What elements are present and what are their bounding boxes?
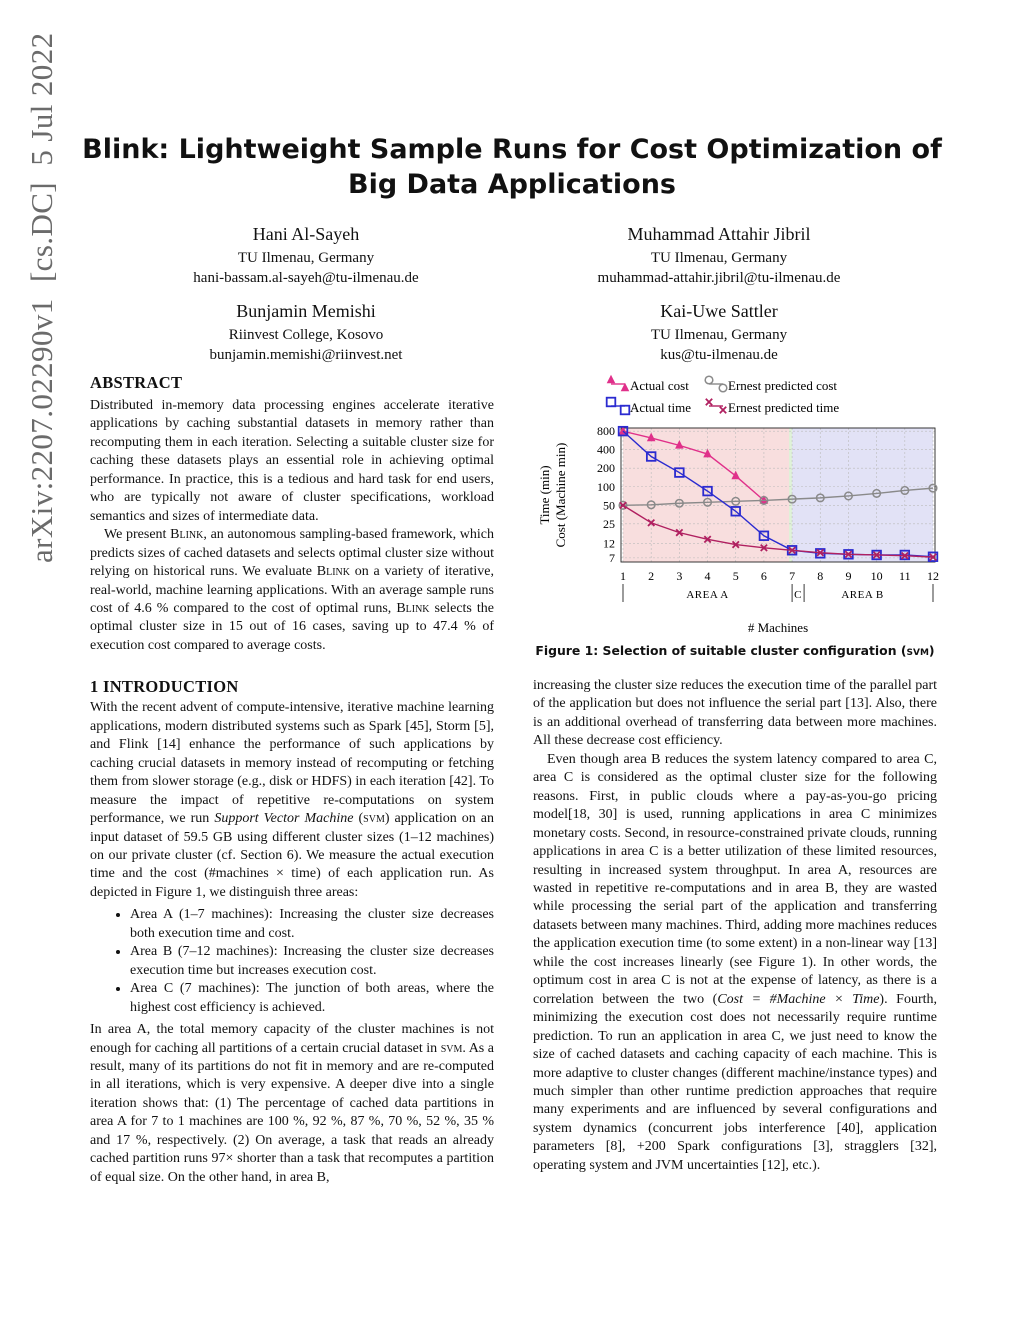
author-affiliation: TU Ilmenau, Germany (650, 250, 788, 266)
legend-marker (719, 384, 727, 392)
list-item: • Area C (7 machines): The junction of both areas, where the highest cost efficiency is achieved. (130, 980, 494, 1017)
legend-label: Ernest predicted cost (728, 378, 838, 393)
x-tick-label: 4 (704, 569, 711, 583)
y-tick-label: 100 (597, 479, 615, 494)
area-label: AREA B (841, 589, 884, 601)
abstract-heading: ABSTRACT (90, 373, 183, 392)
list-item: • Area A (1–7 machines): Increasing the cluster size decreases both execution time and cost. (130, 906, 494, 943)
x-tick-label: 9 (845, 569, 852, 583)
right-paragraph-2: Even though area B reduces the system latency compared to area C, area C is considered as the optimal cluster size for the following reasons. First, in public clouds where a pay-as-you-go pricing model[18, 30] is used, running applications in area C minimizes monetary costs. Second, in resource-constrained private clouds, running applications in area C is a better utilization of these limited resources, resulting in increased system throughput. In area A, resources are wasted in repetitive re-computations and in area B, they are wasted while processing the serial part of the application and transferring datasets between many machines. Third, adding more machines reduces the application execution time (to some extent) in a non-linear way [13] while the cost increases linearly (see Figure 1). In other words, the optimum cost in area C is not at the expense of latency, as there is a correlation between the two (Cost = #Machine × Time). Fourth, minimizing the execution cost does not necessarily require runtime prediction. To run an application in area C, we just need to know the size of cached datasets and caching capacity of each machine. This is more adaptive to cluster changes (different machine/instance types) and much simpler than other runtime prediction approaches that require many experiments and are influenced by several configurations and system dynamics (concurrent jobs interference [40], application parameters [8], +200 Spark configurations [3], stragglers [32], operating system and JVM uncertainties [12], etc.). (533, 751, 937, 1173)
author-3 (96, 299, 516, 365)
author-email: kus@tu-ilmenau.de (660, 347, 778, 363)
area-label: C (794, 589, 803, 601)
x-tick-label: 5 (732, 569, 739, 583)
author-1 (96, 222, 516, 288)
y-tick-label: 800 (597, 424, 615, 439)
right-paragraph-1: increasing the cluster size reduces the execution time of the parallel part of the application but does not influence the serial part [13]. Also, there is an additional overhead of transferring data between more machines. All these decrease cost efficiency. (533, 678, 937, 749)
abstract-paragraph-2: We present Blink, an autonomous sampling-based framework, which predicts sizes of cached datasets and selects optimal cluster size without relying on historical runs. We evaluate Blink on a variety of iterative, real-world, machine learning applications. With an average sample runs cost of 4.6 % compared to the cost of optimal runs, Blink selects the optimal cluster size in 15 out of 16 cases, saving up to 47.4 % of execution cost compared to average costs. (90, 527, 495, 653)
intro-paragraph-1: With the recent advent of compute-intensive, iterative machine learning applications, modern distributed systems such as Spark [45], Storm [5], and Flink [14] enhance the performance of such applications by caching crucial datasets in memory instead of recomputing or fetching them from slower storage (e.g., disk or HDFS) in each iteration [42]. To measure the impact of repetitive re-computations on system performance, we run Support Vector Machine (svm) application on an input dataset of 59.5 GB using different cluster sizes (1–12 machines) on our private cluster (cf. Section 6). We measure the actual execution time and the cost (#machines × time) of each application run. As depicted in Figure 1, we distinguish three areas: (90, 700, 495, 900)
abstract-paragraph-1: Distributed in-memory data processing engines accelerate iterative applications by caching substantial datasets in memory rather than recomputing them in each iteration. Selecting a suitable cluster size for caching these datasets plays an essential role in achieving optimal performance. In practice, this is a tedious and hard task for end users, who are typically not aware of cluster specifications, workload semantics and sizes of intermediate data. (90, 398, 494, 524)
author-affiliation: TU Ilmenau, Germany (650, 327, 788, 343)
author-name: Kai-Uwe Sattler (660, 301, 778, 321)
author-email: bunjamin.memishi@riinvest.net (209, 347, 403, 363)
legend-marker (607, 375, 616, 384)
x-tick-label: 6 (760, 569, 767, 583)
x-tick-label: 11 (899, 569, 911, 583)
list-item: • Area B (7–12 machines): Increasing the cluster size decreases execution time but increases execution cost. (130, 943, 494, 980)
legend-marker (621, 406, 630, 415)
paper-title: Blink: Lightweight Sample Runs for Cost Optimization of Big Data Applications (82, 134, 942, 200)
y-tick-label: 12 (603, 536, 615, 551)
x-tick-label: 12 (927, 569, 939, 583)
blink-name: Blink (170, 527, 204, 543)
y-tick-label: 200 (597, 461, 615, 476)
intro-heading: 1 INTRODUCTION (90, 677, 239, 697)
author-2 (509, 222, 929, 288)
intro-paragraph-2: In area A, the total memory capacity of the cluster machines is not enough for caching all partitions of a certain crucial dataset in svm. As a result, many of its partitions do not fit in memory and are re-computed in all iterations, which is very expensive. A deeper dive into a single iteration shows that: (1) The percentage of cached data partitions in area A for 7 to 1 machines are 100 %, 92 %, 87 %, 70 %, 52 %, 35 % and 17 %, respectively. (2) On average, a task that reads an already cached partition runs 97× shorter than a task that recomputes a partition of equal size. On the other hand, in area B, (90, 1022, 495, 1185)
y-axis-label: Time (min) (537, 465, 552, 525)
author-4 (509, 299, 929, 365)
blink-name: Blink (316, 564, 350, 580)
author-email: hani-bassam.al-sayeh@tu-ilmenau.de (193, 270, 419, 286)
y-tick-label: 7 (609, 550, 615, 565)
left-column (90, 373, 494, 1187)
x-tick-label: 1 (620, 569, 626, 583)
author-affiliation: TU Ilmenau, Germany (237, 250, 375, 266)
area-label: AREA A (686, 589, 729, 601)
x-tick-label: 2 (648, 569, 655, 583)
x-tick-label: 7 (789, 569, 796, 583)
arxiv-id: arXiv:2207.02290v1 [cs.DC] 5 Jul 2022 (24, 32, 59, 563)
author-affiliation: Riinvest College, Kosovo (228, 327, 384, 343)
legend-label: Actual cost (630, 378, 689, 393)
legend-marker (607, 398, 616, 407)
y-tick-label: 400 (597, 442, 615, 457)
x-tick-label: 8 (817, 569, 824, 583)
cost-time-chart (533, 370, 943, 670)
figure-caption: Figure 1: Selection of suitable cluster configuration (svm) (535, 643, 935, 658)
legend-marker (706, 399, 712, 405)
author-name: Muhammad Attahir Jibril (627, 224, 811, 244)
legend-marker (705, 376, 713, 384)
x-tick-label: 10 (870, 569, 883, 583)
author-name: Bunjamin Memishi (236, 301, 376, 321)
x-axis-label: # Machines (747, 620, 809, 635)
author-name: Hani Al-Sayeh (252, 224, 360, 244)
author-email: muhammad-attahir.jibril@tu-ilmenau.de (597, 270, 841, 286)
area-list (90, 906, 494, 1017)
legend-label: Ernest predicted time (728, 400, 840, 415)
x-tick-label: 3 (676, 569, 683, 583)
legend-marker (720, 407, 726, 413)
y-tick-label: 25 (603, 516, 615, 531)
right-column (533, 677, 937, 1175)
y-axis-label: Cost (Machine min) (553, 442, 568, 548)
y-tick-label: 50 (603, 498, 615, 513)
blink-name: Blink (396, 600, 430, 616)
legend-label: Actual time (630, 400, 692, 415)
